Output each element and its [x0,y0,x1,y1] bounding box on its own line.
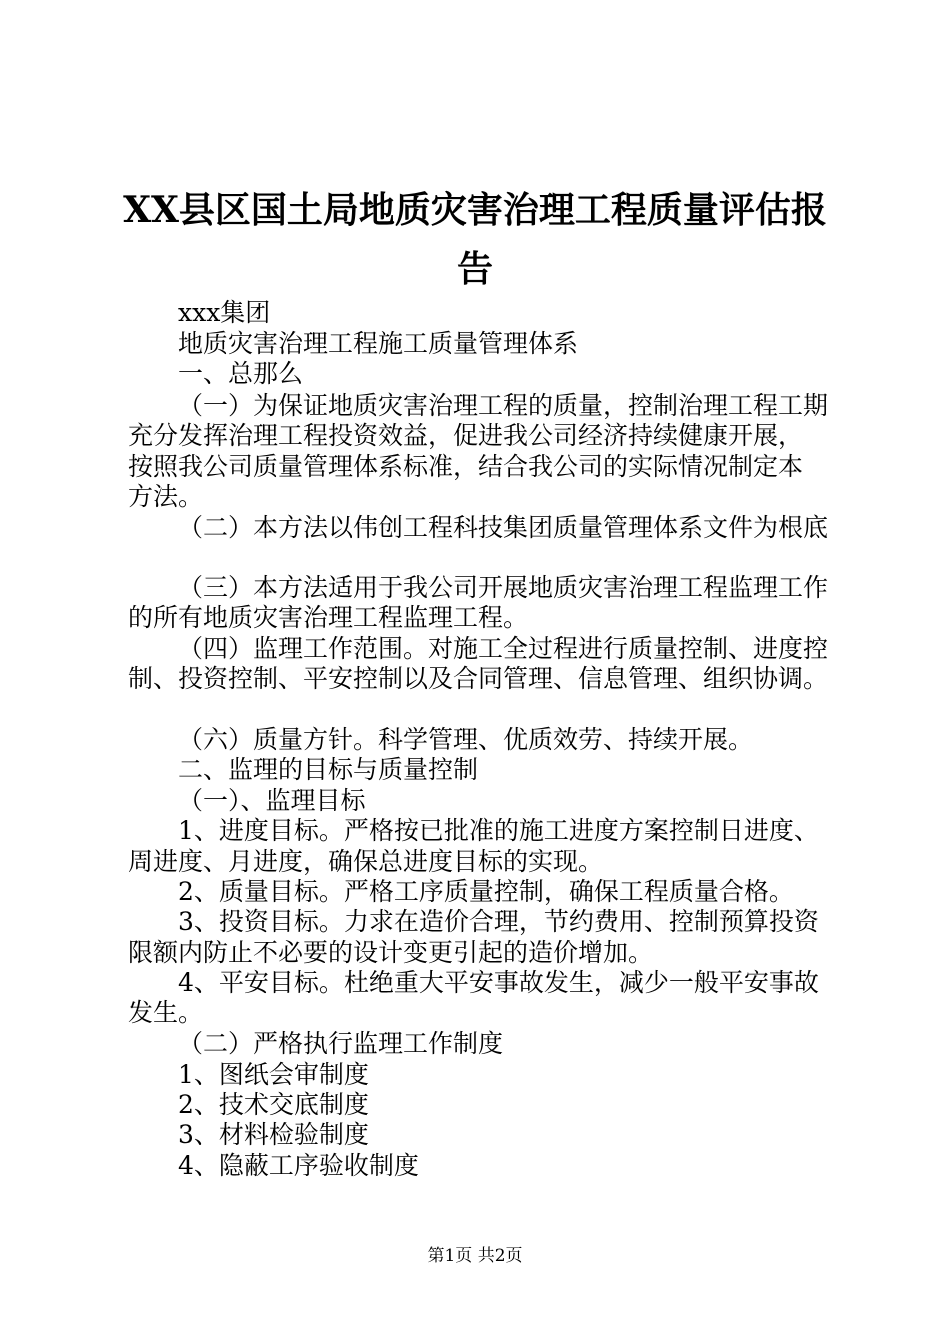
list-item: 3、投资目标。力求在造价合理，节约费用、控制预算投资 [178,907,819,936]
list-item: 4、平安目标。杜绝重大平安事故发生，减少一般平安事故 [178,968,819,997]
paragraph-line: （四）监理工作范围。对施工全过程进行质量控制、进度控 [178,634,829,663]
page-footer: 第1页 共2页 [427,1246,523,1266]
chapter-heading: 一、总那么 [178,359,304,388]
list-item: 2、技术交底制度 [178,1090,369,1119]
paragraph-line: 方法。 [128,482,204,511]
paragraph-line: 充分发挥治理工程投资效益，促进我公司经济持续健康开展， [128,421,804,450]
list-item: 3、材料检验制度 [178,1120,369,1149]
list-item: 4、隐蔽工序验收制度 [178,1151,419,1180]
paragraph-line: 制、投资控制、平安控制以及合同管理、信息管理、组织协调。 [128,664,829,693]
chapter-heading: 二、监理的目标与质量控制 [178,755,479,784]
subsection-heading: （二）严格执行监理工作制度 [178,1029,504,1058]
org-name: xxx集团 [178,298,271,327]
paragraph-line: （三）本方法适用于我公司开展地质灾害治理工程监理工作 [178,573,829,602]
paragraph-line: （二）本方法以伟创工程科技集团质量管理体系文件为根底 [178,513,829,542]
list-item-continuation: 周进度、月进度，确保总进度目标的实现。 [128,847,604,876]
list-item: 1、进度目标。严格按已批准的施工进度方案控制日进度、 [178,816,819,845]
paragraph-line: （六）质量方针。科学管理、优质效劳、持续开展。 [178,725,754,754]
paragraph-line: （一）为保证地质灾害治理工程的质量，控制治理工程工期 [178,391,829,420]
list-item: 1、图纸会审制度 [178,1060,369,1089]
subsection-heading: （一）、监理目标 [178,786,366,815]
list-item: 2、质量目标。严格工序质量控制，确保工程质量合格。 [178,877,794,906]
document-title-line-1: XX县区国土局地质灾害治理工程质量评估报 [123,189,827,231]
list-item-continuation: 发生。 [128,998,204,1027]
section-heading: 地质灾害治理工程施工质量管理体系 [178,329,579,358]
paragraph-line: 的所有地质灾害治理工程监理工程。 [128,603,529,632]
list-item-continuation: 限额内防止不必要的设计变更引起的造价增加。 [128,938,654,967]
paragraph-line: 按照我公司质量管理体系标准，结合我公司的实际情况制定本 [128,452,804,481]
document-title-line-2: 告 [456,248,493,290]
